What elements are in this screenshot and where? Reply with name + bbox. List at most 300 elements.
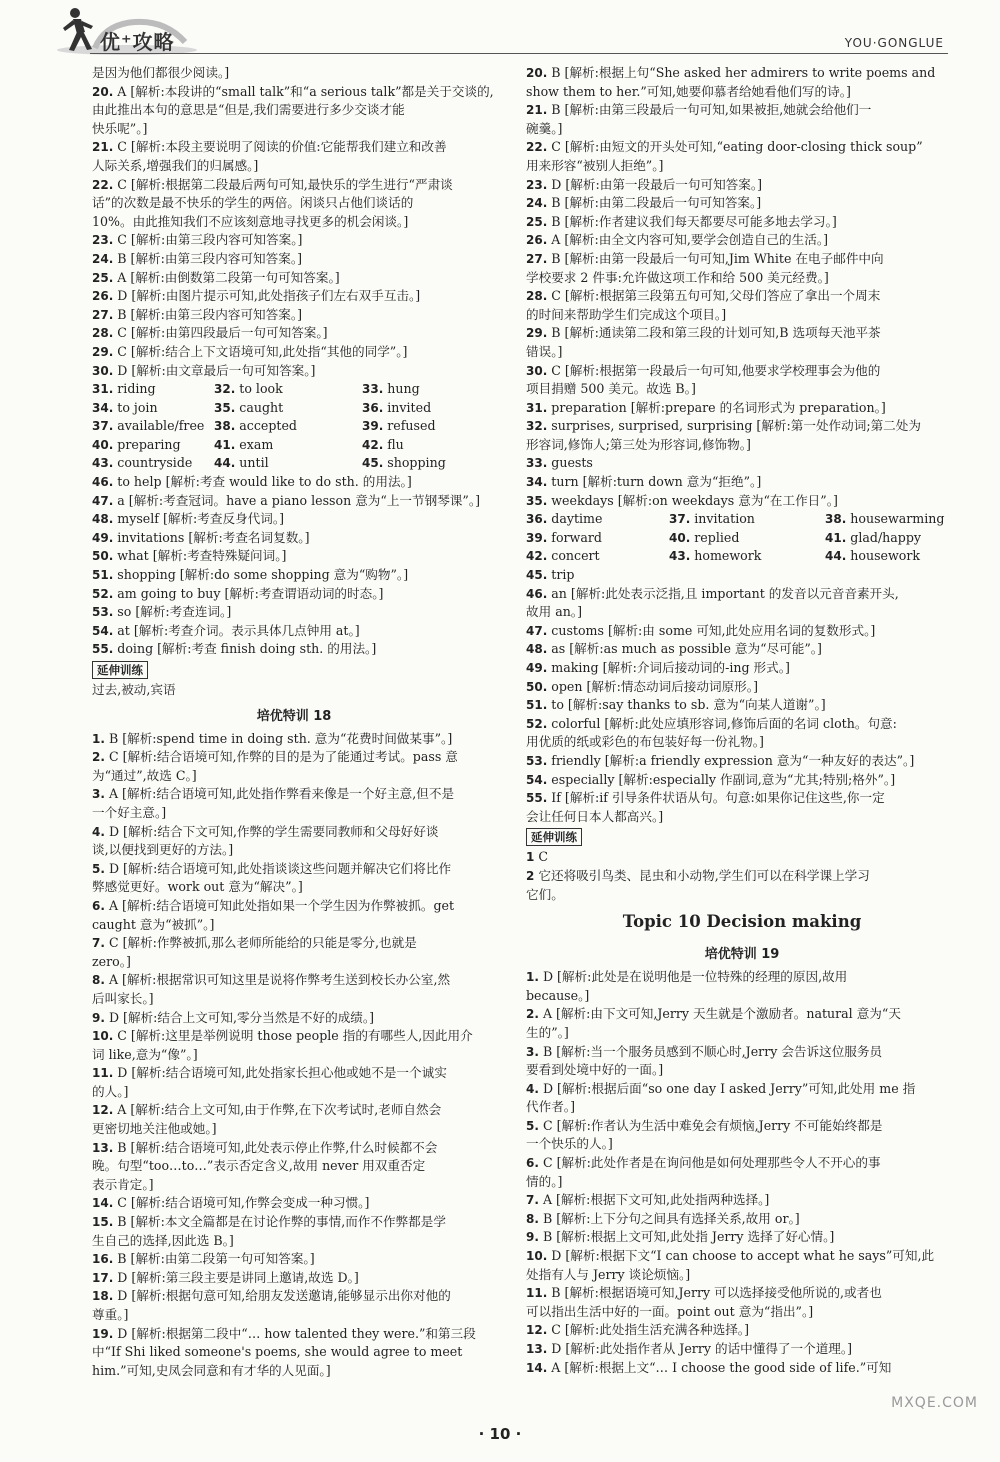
answer-line bbox=[526, 1228, 958, 1247]
answer-line bbox=[526, 324, 958, 343]
answer-text: If [解析:if 引导条件状语从句。句意:如果你记住这些,你一定 bbox=[551, 790, 885, 806]
answer-text: C [解析:作者认为生活中难免会有烦恼,Jerry 不可能始终都是 bbox=[542, 1117, 883, 1133]
question-number: 40. bbox=[92, 437, 114, 452]
answer-text: friendly [解析:a friendly expression 意为“一种友好的表达”。] bbox=[551, 752, 915, 768]
brand-title-en: YOU·GONGLUE bbox=[844, 36, 944, 50]
answer-text: housework bbox=[850, 548, 921, 564]
answer-column-right bbox=[526, 64, 958, 1377]
question-number: 3. bbox=[526, 1044, 539, 1059]
answer-line bbox=[526, 1247, 958, 1266]
question-number: 33. bbox=[362, 382, 384, 397]
answer-text: 更密切地关注他或她。] bbox=[92, 1121, 217, 1137]
answer-line bbox=[92, 343, 496, 362]
answer-line bbox=[92, 547, 496, 566]
question-number: 37. bbox=[92, 419, 114, 434]
question-number: 13. bbox=[526, 1342, 548, 1356]
answer-text: 碗羹。] bbox=[526, 120, 563, 136]
answer-text: 为“通过”,故选 C。] bbox=[92, 767, 197, 783]
question-number: 34. bbox=[92, 400, 114, 415]
answer-text: 话”的次数是最不快乐的学生的两倍。闲谈只占他们谈话的 bbox=[92, 195, 414, 211]
answer-line bbox=[526, 1321, 958, 1340]
grid-cell bbox=[362, 417, 496, 436]
question-number: 43. bbox=[669, 549, 691, 564]
question-number: 23. bbox=[92, 233, 114, 248]
answer-column-left bbox=[92, 64, 496, 1380]
answer-text: 处指有人与 Jerry 谈论烦恼。] bbox=[526, 1266, 691, 1282]
answer-text: surprises, surprised, surprising [解析:第一处作动词;第二处为 bbox=[551, 418, 921, 434]
grid-cell bbox=[669, 547, 825, 566]
answer-line bbox=[92, 860, 496, 879]
answer-line bbox=[526, 622, 958, 641]
answer-text: A [解析:根据上文“… I choose the good side of life.”可知 bbox=[551, 1359, 892, 1375]
question-number: 39. bbox=[362, 419, 384, 434]
question-number: 11. bbox=[526, 1286, 548, 1301]
answer-line bbox=[526, 752, 958, 771]
answer-line bbox=[92, 194, 496, 213]
answer-line bbox=[526, 176, 958, 195]
question-number: 43. bbox=[92, 456, 114, 471]
answer-line bbox=[92, 138, 496, 157]
extension-training-block bbox=[92, 659, 496, 681]
answer-line bbox=[92, 529, 496, 548]
answer-text: D [解析:结合下文可知,作弊的学生需要同教师和父母好好谈 bbox=[108, 823, 439, 839]
grid-cell bbox=[92, 436, 214, 455]
answer-text: B [解析:上下分句之间具有选择关系,故用 or。] bbox=[542, 1210, 800, 1226]
answer-line bbox=[92, 269, 496, 288]
question-number: 45. bbox=[362, 456, 384, 471]
question-number: 2 bbox=[526, 868, 535, 883]
grid-cell bbox=[214, 417, 362, 436]
answer-line bbox=[92, 990, 496, 1009]
answer-line bbox=[526, 1210, 958, 1229]
question-number: 31. bbox=[92, 382, 114, 397]
answer-text: B [解析:由第三段最后一句可知,如果被拒,她就会给他们一 bbox=[551, 102, 872, 118]
answer-line bbox=[92, 1362, 496, 1381]
answer-text: 会让任何日本人都高兴。] bbox=[526, 808, 664, 824]
question-number: 15. bbox=[92, 1215, 114, 1230]
answer-text: a [解析:考查冠词。have a piano lesson 意为“上一节钢琴课”。] bbox=[117, 492, 481, 508]
question-number: 1. bbox=[92, 731, 105, 746]
question-number: 29. bbox=[526, 326, 548, 341]
question-number: 14. bbox=[92, 1196, 114, 1211]
answer-text: invited bbox=[387, 399, 432, 415]
answer-text: 弊感觉更好。work out 意为“解决”。] bbox=[92, 879, 303, 895]
answer-line bbox=[526, 848, 958, 867]
grid-cell bbox=[825, 510, 958, 529]
question-number: 12. bbox=[526, 1323, 548, 1338]
answer-text: D [解析:由图片提示可知,此处指孩子们左右双手互击。] bbox=[117, 288, 421, 304]
answer-line bbox=[526, 968, 958, 987]
question-number: 30. bbox=[92, 363, 114, 378]
question-number: 7. bbox=[92, 936, 105, 951]
answer-text: shopping bbox=[387, 455, 446, 471]
answer-text: D [解析:第三段主要是讲同上邀请,故选 D。] bbox=[117, 1269, 359, 1285]
answer-line bbox=[526, 715, 958, 734]
answer-text: 它还将吸引鸟类、昆虫和小动物,学生们可以在科学课上学习 bbox=[538, 867, 870, 883]
question-number: 54. bbox=[92, 623, 114, 638]
question-number: 51. bbox=[526, 698, 548, 713]
answer-line bbox=[92, 916, 496, 935]
answer-text: 形容词,修饰人;第三处为形容词,修饰物。] bbox=[526, 436, 751, 452]
question-number: 24. bbox=[526, 196, 548, 211]
question-number: 32. bbox=[214, 382, 236, 397]
answer-text: preparing bbox=[117, 436, 181, 452]
question-number: 34. bbox=[526, 475, 548, 490]
question-number: 50. bbox=[526, 679, 548, 694]
answer-line bbox=[526, 362, 958, 381]
answer-text: A [解析:由倒数第二段第一句可知答案。] bbox=[117, 269, 340, 285]
answer-text: 词 like,意为“像”。] bbox=[92, 1046, 198, 1062]
answer-grid-row bbox=[92, 380, 496, 399]
answer-text: A [解析:结合语境可知此处指如果一个学生因为作弊被抓。get bbox=[108, 897, 455, 913]
answer-text: am going to buy [解析:考查谓语动词的时态。] bbox=[117, 585, 384, 601]
answer-text: B [解析:spend time in doing sth. 意为“花费时间做某事”。] bbox=[108, 730, 453, 746]
answer-line bbox=[92, 1250, 496, 1269]
answer-text: B [解析:根据上文可知,此处指 Jerry 选择了好心情。] bbox=[542, 1229, 835, 1245]
question-number: 14. bbox=[526, 1360, 548, 1375]
answer-line bbox=[92, 1139, 496, 1158]
answer-grid-row bbox=[92, 417, 496, 436]
answer-text: riding bbox=[117, 381, 156, 397]
answer-line bbox=[92, 231, 496, 250]
answer-text: turn [解析:turn down 意为“拒绝”。] bbox=[551, 474, 762, 490]
answer-line bbox=[526, 1266, 958, 1285]
answer-line bbox=[526, 1061, 958, 1080]
answer-line bbox=[526, 886, 958, 905]
answer-line bbox=[526, 1359, 958, 1378]
answer-text: 它们。 bbox=[526, 886, 564, 902]
answer-text: D [解析:根据句意可知,给朋友发送邀请,能够显示出你对他的 bbox=[117, 1288, 451, 1304]
answer-text: trip bbox=[551, 567, 575, 583]
answer-line bbox=[92, 157, 496, 176]
answer-line bbox=[92, 306, 496, 325]
answer-text: preparation [解析:prepare 的名词形式为 preparation。] bbox=[551, 399, 886, 415]
question-number: 46. bbox=[526, 586, 548, 601]
answer-text: D [解析:根据第二段中“… how talented they were.”和第三段 bbox=[117, 1325, 476, 1341]
question-number: 8. bbox=[92, 973, 105, 988]
answer-text: to help [解析:考查 would like to do sth. 的用法。] bbox=[117, 474, 412, 490]
question-number: 22. bbox=[92, 177, 114, 192]
answer-text: hung bbox=[387, 381, 420, 397]
answer-text: 用优质的纸或彩色的布包装好每一份礼物。] bbox=[526, 734, 764, 750]
question-number: 41. bbox=[214, 437, 236, 452]
answer-text: making [解析:介词后接动词的-ing 形式。] bbox=[551, 660, 790, 675]
answer-text: 快乐呢”。] bbox=[92, 120, 148, 136]
answer-text: show them to her.”可知,她要仰慕者给她看他们写的诗。] bbox=[526, 83, 851, 99]
question-number: 7. bbox=[526, 1193, 539, 1208]
section-title: 培优特训 18 bbox=[256, 708, 332, 724]
answer-line bbox=[526, 120, 958, 139]
question-number: 33. bbox=[526, 456, 548, 471]
answer-text: B [解析:根据语境可知,Jerry 可以选择接受他所说的,或者也 bbox=[551, 1285, 882, 1301]
answer-text: colorful [解析:此处应填形容词,修饰后面的名词 cloth。句意: bbox=[551, 715, 897, 731]
answer-grid-row bbox=[526, 510, 958, 529]
grid-cell bbox=[526, 547, 669, 566]
answer-line bbox=[526, 250, 958, 269]
answer-text: A [解析:根据常识可知这里是说将作弊考生送到校长办公室,然 bbox=[108, 972, 451, 988]
question-number: 11. bbox=[92, 1066, 114, 1081]
answer-text: B [解析:本文全篇都是在讨论作弊的事情,而作不作弊都是学 bbox=[117, 1214, 446, 1230]
answer-line bbox=[526, 1303, 958, 1322]
answer-text: 10%。由此推知我们不应该刻意地寻找更多的机会闲谈。] bbox=[92, 213, 409, 229]
page-number: · 10 · bbox=[478, 1425, 522, 1443]
answer-line bbox=[92, 603, 496, 622]
answer-line bbox=[526, 771, 958, 790]
question-number: 42. bbox=[362, 437, 384, 452]
answer-line bbox=[92, 767, 496, 786]
answer-text: D [解析:根据下文“I can choose to accept what he says”可知,此 bbox=[551, 1248, 935, 1264]
question-number: 16. bbox=[92, 1252, 114, 1267]
question-number: 45. bbox=[526, 568, 548, 583]
answer-text: caught 意为“被抓”。] bbox=[92, 916, 215, 932]
extension-training-label: 延伸训练 bbox=[526, 828, 582, 846]
answer-line bbox=[526, 1005, 958, 1024]
answer-line bbox=[526, 194, 958, 213]
answer-text: invitation bbox=[694, 511, 755, 527]
answer-line bbox=[92, 362, 496, 381]
question-number: 51. bbox=[92, 568, 114, 583]
question-number: 21. bbox=[526, 103, 548, 118]
answer-text: weekdays [解析:on weekdays 意为“在工作日”。] bbox=[551, 492, 838, 508]
answer-text: B [解析:由第三段内容可知答案。] bbox=[117, 306, 303, 322]
answer-text: zero。] bbox=[92, 953, 131, 969]
answer-line bbox=[92, 1325, 496, 1344]
answer-text: glad/happy bbox=[850, 529, 922, 545]
question-number: 53. bbox=[92, 605, 114, 620]
answer-line bbox=[526, 1024, 958, 1043]
question-number: 44. bbox=[214, 456, 236, 471]
answer-line bbox=[92, 101, 496, 120]
answer-line bbox=[526, 287, 958, 306]
answer-line bbox=[92, 120, 496, 139]
answer-text: C [解析:由第三段内容可知答案。] bbox=[117, 232, 303, 248]
answer-text: D [解析:此处是在说明他是一位特殊的经理的原因,故用 bbox=[542, 969, 848, 985]
question-number: 17. bbox=[92, 1270, 114, 1285]
question-number: 6. bbox=[92, 898, 105, 913]
grid-cell bbox=[362, 399, 496, 418]
answer-line bbox=[526, 269, 958, 288]
extension-training-label: 延伸训练 bbox=[92, 661, 148, 679]
answer-text: C [解析:结合上下文语境可知,此处指“其他的同学”。] bbox=[117, 343, 408, 359]
answer-line bbox=[526, 343, 958, 362]
question-number: 5. bbox=[526, 1118, 539, 1133]
answer-line bbox=[526, 1154, 958, 1173]
answer-text: caught bbox=[239, 399, 284, 415]
answer-text: flu bbox=[387, 436, 404, 452]
answer-line bbox=[92, 64, 496, 83]
grid-cell bbox=[825, 529, 958, 548]
answer-text: an [解析:此处表示泛指,且 important 的发音以元音音素开头, bbox=[551, 585, 899, 601]
answer-line bbox=[526, 640, 958, 659]
answer-text: C [解析:由第四段最后一句可知答案。] bbox=[117, 325, 328, 341]
answer-text: 要看到处境中好的一面。] bbox=[526, 1062, 664, 1078]
answer-grid-row bbox=[526, 547, 958, 566]
answer-line bbox=[526, 1043, 958, 1062]
answer-line bbox=[526, 678, 958, 697]
question-number: 54. bbox=[526, 772, 548, 787]
question-number: 48. bbox=[92, 512, 114, 527]
grid-cell bbox=[214, 454, 362, 473]
question-number: 31. bbox=[526, 400, 548, 415]
answer-line bbox=[92, 971, 496, 990]
page-header bbox=[0, 0, 1000, 62]
question-number: 37. bbox=[669, 512, 691, 527]
answer-grid-row bbox=[526, 529, 958, 548]
answer-text: 生自己的选择,因此选 B。] bbox=[92, 1232, 234, 1248]
answer-text: to join bbox=[117, 399, 158, 415]
answer-line bbox=[526, 659, 958, 678]
brand-title-cn: 优⁺攻略 bbox=[100, 30, 175, 54]
answer-text: countryside bbox=[117, 455, 193, 471]
question-number: 38. bbox=[214, 419, 236, 434]
answer-line bbox=[92, 1027, 496, 1046]
answer-line bbox=[526, 231, 958, 250]
answer-line bbox=[526, 808, 958, 827]
grid-cell bbox=[669, 529, 825, 548]
answer-line bbox=[526, 157, 958, 176]
question-number: 46. bbox=[92, 475, 114, 490]
answer-text: C [解析:结合语境可知,作弊的目的是为了能通过考试。pass 意 bbox=[108, 749, 458, 765]
question-number: 26. bbox=[526, 233, 548, 248]
answer-line bbox=[92, 681, 496, 700]
watermark: MXQE.COM bbox=[891, 1395, 978, 1411]
answer-text: C [解析:本段主要说明了阅读的价值:它能帮我们建立和改善 bbox=[117, 139, 447, 155]
question-number: 30. bbox=[526, 363, 548, 378]
question-number: 25. bbox=[526, 214, 548, 229]
answer-text: 人际关系,增强我们的归属感。] bbox=[92, 157, 259, 173]
answer-line bbox=[92, 897, 496, 916]
question-number: 4. bbox=[92, 824, 105, 839]
question-number: 13. bbox=[92, 1140, 114, 1155]
question-number: 28. bbox=[92, 326, 114, 341]
topic-title: Topic 10 Decision making bbox=[622, 912, 862, 932]
answer-text: B [解析:结合语境可知,此处表示停止作弊,什么时候都不会 bbox=[117, 1139, 438, 1155]
answer-text: A [解析:由全文内容可知,要学会创造自己的生活。] bbox=[551, 232, 829, 248]
answer-line bbox=[92, 1064, 496, 1083]
answer-line bbox=[92, 213, 496, 232]
grid-cell bbox=[214, 436, 362, 455]
question-number: 10. bbox=[526, 1249, 548, 1264]
question-number: 20. bbox=[526, 66, 548, 80]
answer-line bbox=[92, 1287, 496, 1306]
answer-line bbox=[526, 138, 958, 157]
question-number: 5. bbox=[92, 861, 105, 876]
answer-text: C [解析:此处指生活充满各种选择。] bbox=[551, 1322, 750, 1338]
answer-text: 情的。] bbox=[526, 1173, 563, 1189]
answer-text: D [解析:结合语境可知,此处指家长担心他或她不是一个诚实 bbox=[117, 1065, 447, 1081]
answer-line bbox=[92, 1046, 496, 1065]
answer-line bbox=[92, 473, 496, 492]
question-number: 42. bbox=[526, 549, 548, 564]
answer-line bbox=[526, 1173, 958, 1192]
extension-training-block bbox=[526, 826, 958, 848]
answer-line bbox=[526, 1191, 958, 1210]
answer-line bbox=[92, 804, 496, 823]
answer-text: doing [解析:考查 finish doing sth. 的用法。] bbox=[117, 641, 377, 657]
question-number: 36. bbox=[362, 400, 384, 415]
question-number: 44. bbox=[825, 549, 847, 564]
question-number: 22. bbox=[526, 140, 548, 155]
answer-text: what [解析:考查特殊疑问词。] bbox=[117, 548, 287, 564]
answer-line bbox=[92, 622, 496, 641]
grid-cell bbox=[92, 454, 214, 473]
question-number: 19. bbox=[92, 1326, 114, 1341]
answer-line bbox=[526, 399, 958, 418]
answer-text: D [解析:结合语境可知,此处指谈谈这些问题并解决它们将比作 bbox=[108, 860, 452, 876]
question-number: 3. bbox=[92, 787, 105, 802]
answer-line bbox=[526, 454, 958, 473]
answer-text: 的时间来帮助学生们完成这个项目。] bbox=[526, 306, 727, 322]
answer-text: A [解析:结合语境可知,此处指作弊看来像是一个好主意,但不是 bbox=[108, 786, 455, 802]
answer-text: 学校要求 2 件事:允许做这项工作和给 500 美元经费。] bbox=[526, 269, 829, 285]
answer-line bbox=[92, 1176, 496, 1195]
answer-text: guests bbox=[551, 455, 593, 471]
answer-line bbox=[92, 934, 496, 953]
answer-text: 中“If Shi liked someone's poems, she would agree to meet bbox=[92, 1344, 463, 1360]
answer-text: housewarming bbox=[850, 511, 945, 527]
answer-line bbox=[526, 1080, 958, 1099]
answer-text: 可以指出生活中好的一面。point out 意为“指出”。] bbox=[526, 1303, 814, 1319]
question-number: 55. bbox=[92, 642, 114, 657]
answer-text: A [解析:由下文可知,Jerry 天生就是个激励者。natural 意为“天 bbox=[542, 1006, 901, 1022]
question-number: 23. bbox=[526, 177, 548, 192]
answer-text: 晚。句型“too…to…”表示否定含义,故用 never 用双重否定 bbox=[92, 1158, 426, 1174]
answer-text: 错误。] bbox=[526, 343, 563, 359]
answer-text: B [解析:由第二段最后一句可知答案。] bbox=[551, 195, 762, 211]
answer-line bbox=[92, 250, 496, 269]
answer-text: C [解析:根据第三段第五句可知,父母们答应了拿出一个周末 bbox=[551, 288, 881, 304]
answer-line bbox=[526, 1284, 958, 1303]
question-number: 9. bbox=[526, 1230, 539, 1245]
answer-line bbox=[92, 785, 496, 804]
answer-line bbox=[92, 1101, 496, 1120]
answer-line bbox=[92, 492, 496, 511]
answer-text: daytime bbox=[551, 511, 603, 527]
answer-text: D [解析:此处指作者从 Jerry 的话中懂得了一个道理。] bbox=[551, 1341, 853, 1356]
answer-text: C [解析:作弊被抓,那么老师所能给的只能是零分,也就是 bbox=[108, 935, 417, 951]
answer-line bbox=[92, 953, 496, 972]
answer-text: 尊重。] bbox=[92, 1307, 129, 1322]
answer-line bbox=[526, 213, 958, 232]
answer-text: A [解析:根据下文可知,此处指两种选择。] bbox=[542, 1192, 770, 1208]
answer-line bbox=[526, 436, 958, 455]
answer-text: C [解析:根据第一段最后一句可知,他要求学校理事会为他的 bbox=[551, 362, 881, 378]
answer-line bbox=[526, 585, 958, 604]
answer-text: 代作者。] bbox=[526, 1099, 575, 1115]
question-number: 50. bbox=[92, 549, 114, 564]
question-number: 29. bbox=[92, 344, 114, 359]
answer-line bbox=[526, 1117, 958, 1136]
answer-grid-row bbox=[92, 436, 496, 455]
answer-line bbox=[526, 1135, 958, 1154]
answer-line bbox=[92, 1120, 496, 1139]
answer-text: B [解析:由第一段最后一句可知,Jim White 在电子邮件中向 bbox=[551, 250, 884, 266]
answer-text: C [解析:此处作者是在询问他是如何处理那些令人不开心的事 bbox=[542, 1155, 881, 1171]
answer-grid-row bbox=[92, 454, 496, 473]
answer-text: replied bbox=[694, 529, 740, 545]
answer-line bbox=[526, 987, 958, 1006]
answer-line bbox=[92, 1009, 496, 1028]
grid-cell bbox=[214, 399, 362, 418]
question-number: 27. bbox=[92, 307, 114, 322]
answer-text: C [解析:由短文的开头处可知,“eating door-closing thick soup” bbox=[551, 139, 923, 155]
answer-text: 后叫家长。] bbox=[92, 990, 154, 1006]
answer-text: available/free bbox=[117, 418, 205, 434]
question-number: 28. bbox=[526, 289, 548, 304]
question-number: 49. bbox=[92, 530, 114, 545]
question-number: 20. bbox=[92, 84, 114, 99]
answer-line bbox=[92, 640, 496, 659]
